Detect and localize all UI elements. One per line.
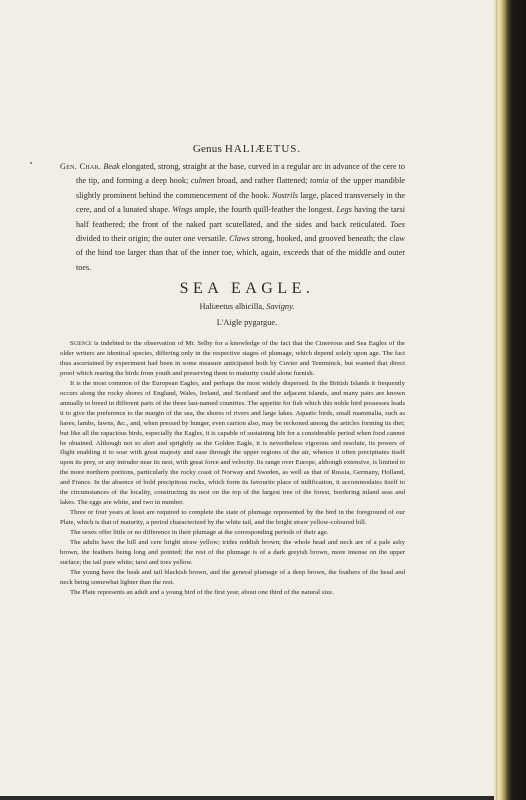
- paragraph-lead-word: Science: [70, 340, 92, 347]
- gen-char-run: ample, the fourth quill-feather the longest.: [192, 205, 337, 215]
- genus-prefix: Genus: [192, 143, 225, 155]
- genus-heading: [0, 143, 494, 155]
- species-title: SEA EAGLE.: [179, 280, 315, 297]
- gen-char-run: strong, hooked, and grooved beneath; the claw of the hind toe larger than that of the inner toe, which, again, exceeds that of the middle and outer toes.: [76, 234, 405, 272]
- latin-binomial: Haliæetus albicilla,: [199, 302, 265, 311]
- gen-char-label: Gen. Char.: [60, 162, 102, 171]
- book-spine: [494, 0, 526, 800]
- latin-author: Savigny.: [266, 302, 295, 311]
- body-paragraph: [60, 538, 405, 568]
- body-paragraph: [60, 528, 405, 538]
- article-body: [60, 339, 405, 598]
- paragraph-text: It is the most common of the European Eagles, and perhaps the most widely dispersed. In the British Islands it frequently occurs along the rocky shores of England, Wales, Ireland, and Scotland and the adjacent islands, and many pairs are known annually to breed in different parts of the three last-named countries. The appetite for fish which this noble bird possesses leads it to give the preference to the margin of the sea, the shores of rivers and large lakes. Aquatic birds, small mammalia, such as hares, lambs, fawns, &c., and, when pressed by hunger, even carrion also, may be reckoned among the articles forming its diet; but like all the rapacious birds, especially the Eagles, it is capable of sustaining life for a considerable period when food cannot be obtained. Although not so alert and sprightly as the Golden Eagle, it is nevertheless vigorous and resolute, its powers of flight enabling it to soar with great majesty and ease through the upper regions of the air, whence it often precipitates itself upon its prey, or any intruder near its nest, with great force and velocity. Its range over Europe, although extensive, is limited to the more northern portions, particularly the rocky coast of Norway and Sweden, as well as that of Russia, Germany, Holland, and France. In the absence of bold precipitous rocks, which form its favourite place of nidification, it accommodates itself to the circumstances of the locality, constructing its nest on the top of the largest tree of the forest, bordering inland seas and lakes. The eggs are white, and two in number.: [60, 379, 405, 507]
- body-paragraph: [60, 568, 405, 588]
- gen-char-run: of the upper mandible slightly prominent behind the commencement of the hook.: [76, 176, 406, 200]
- gen-char-run: divided to their origin; the outer one versatile.: [76, 234, 230, 244]
- paragraph-text: The sexes offer little or no difference in their plumage at the corresponding periods of their age.: [70, 529, 329, 537]
- body-paragraph: [60, 339, 405, 379]
- gen-char-run: elongated, strong, straight at the base, curved in a regular arc in advance of the cere to the tip, and forming a deep hook;: [76, 162, 406, 186]
- genus-name: HALIÆETUS.: [224, 143, 302, 155]
- gen-char-text: [76, 162, 405, 272]
- gen-char-term: tomia: [310, 176, 329, 186]
- paragraph-text: is indebted to the observation of Mr. Selby for a knowledge of the fact that the Cinereous and Sea Eagles of the older writers are identical species, differing only in the respective stages of plumage, which depend solely upon age. The fact thus ascertained by experiment had been in some measure anticipated both by Cuvier and Temminck, but wanted that direct proof which rearing the birds from youth and preserving them to maturity could alone furnish.: [60, 340, 405, 377]
- margin-mark: [30, 162, 32, 164]
- latin-name: [0, 302, 494, 311]
- body-paragraph: [60, 379, 405, 508]
- gen-char-term: Nostrils: [271, 190, 298, 200]
- french-name: L'Aigle pygargue.: [216, 318, 278, 327]
- paragraph-text: The Plate represents an adult and a young bird of the first year, about one third of the natural size.: [70, 588, 334, 596]
- gen-char-term: Legs: [336, 205, 352, 215]
- generic-characters: [60, 160, 405, 275]
- gen-char-term: Toes: [390, 219, 405, 229]
- body-paragraph: [60, 588, 405, 598]
- paragraph-text: The young have the beak and tail blackish brown, and the general plumage of a deep brown, the feathers of the head and neck being somewhat lighter than the rest.: [60, 568, 405, 586]
- gen-char-term: Wings: [172, 205, 193, 215]
- body-paragraph: [60, 508, 405, 528]
- gen-char-term: Claws: [229, 234, 250, 244]
- gen-char-run: having the tarsi half feathered; the front of the naked part scutellated, and the sides and back reticulated.: [76, 205, 405, 229]
- paragraph-text: Three or four years at least are required to complete the state of plumage represented by the bird in the foreground of our Plate, which is that of maturity, a period characterized by the white tail, and the bright straw yellow-coloured bill.: [60, 509, 405, 527]
- gen-char-run: large, placed transversely in the cere, and of a lunated shape.: [76, 190, 405, 215]
- gen-char-term: culmen: [190, 176, 215, 186]
- page-edge: [494, 0, 496, 800]
- paragraph-text: The adults have the bill and cere bright straw yellow; irides reddish brown; the whole head and neck are of a pale ashy brown, the feathers being long and pointed; the rest of the plumage is of a dark greyish brown, more intense on the upper surface; the tail pure white; tarsi and toes yellow.: [60, 539, 405, 566]
- gen-char-term: Beak: [103, 162, 120, 171]
- gen-char-run: broad, and rather flattened;: [214, 176, 311, 186]
